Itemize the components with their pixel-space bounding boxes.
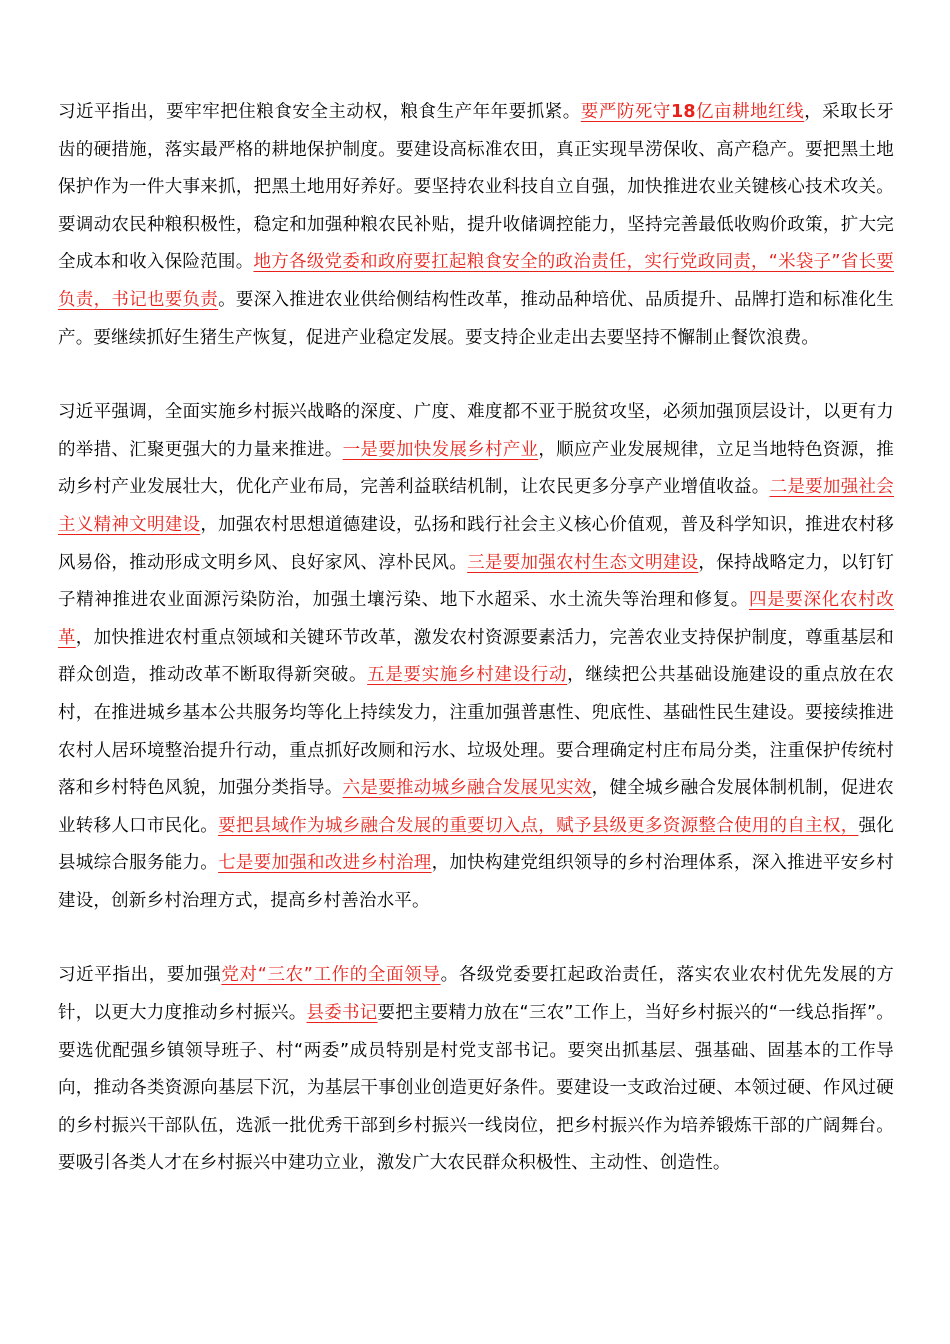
text-segment: 习近平指出，要牢牢把住粮食安全主动权，粮食生产年年要抓紧。 [58,102,581,122]
text-segment: ，顺应产业发展规律，立足当地特色资源，推动乡村产业发展壮大，优化产业布局，完善利益联结机制，让农民更多分享产业增值收益。 [58,439,895,498]
highlighted-text: 七是要加强和改进乡村治理 [218,853,432,874]
highlighted-text: 县委书记 [306,1003,378,1024]
highlighted-text: 二是要加强社会主义精神文明建设 [58,477,894,535]
highlighted-text: 要严防死守 [580,102,671,122]
text-segment: 习近平强调，全面实施乡村振兴战略的深度、广度、难度都不亚于脱贫攻坚，必须加强顶层设计，以更有力的举措、汇聚更强大的力量来推进。 [58,402,894,460]
paragraph-rural-revitalization [58,394,894,920]
text-segment: ，保持战略定力，以钉钉子精神推进农业面源污染防治，加强土壤污染、地下水超采、水土流失等治理和修复。 [58,552,894,611]
text-segment: ，继续把公共基础设施建设的重点放在农村，在推进城乡基本公共服务均等化上持续发力，注重加强普惠性、兜底性、基础性民生建设。要接续推进农村人居环境整治提升行动，重点抓好改厕和污水、垃圾处理。要合理确定村庄布局分类，注重保护传统村落和乡村特色风貌，加强分类指导。 [58,665,894,799]
text-segment: 。各级党委要扛起政治责任，落实农业农村优先发展的方针，以更大力度推动乡村振兴。 [58,965,894,1024]
text-segment: ，健全城乡融合发展体制机制，促进农业转移人口市民化。 [58,778,894,836]
highlighted-text: 地方各级党委和政府要扛起粮食安全的政治责任，实行党政同责，“米袋子”省长要负责，书记也要负责 [58,252,894,310]
document-body [58,94,894,1183]
text-segment: 。要深入推进农业供给侧结构性改革，推动品种培优、品质提升、品牌打造和标准化生产。要继续抓好生猪生产恢复，促进产业稳定发展。要支持企业走出去要坚持不懈制止餐饮浪费。 [58,289,894,348]
text-segment: ，加快推进农村重点领域和关键环节改革，激发农村资源要素活力，完善农业支持保护制度，尊重基层和群众创造，推动改革不断取得新突破。 [58,627,894,686]
paragraph-party-leadership [58,957,894,1183]
text-segment: ，采取长牙齿的硬措施，落实最严格的耕地保护制度。要建设高标准农田，真正实现旱涝保收、高产稳产。要把黑土地保护作为一件大事来抓，把黑土地用好养好。要坚持农业科技自立自强，加快推进农业关键核心技术攻关。要调动农民种粮积极性，稳定和加强种粮农民补贴，提升收储调控能力，坚持完善最低收购价政策，扩大完全成本和收入保险范围。 [58,102,895,273]
text-segment: 要把主要精力放在“三农”工作上，当好乡村振兴的“一线总指挥”。要选优配强乡镇领导班子、村“两委”成员特别是村党支部书记。要突出抓基层、强基础、固基本的工作导向，推动各类资源向基层下沉，为基层干事创业创造更好条件。要建设一支政治过硬、本领过硬、作风过硬的乡村振兴干部队伍，选派一批优秀干部到乡村振兴一线岗位，把乡村振兴作为培养锻炼干部的广阔舞台。要吸引各类人才在乡村振兴中建功立业，激发广大农民群众积极性、主动性、创造性。 [58,1003,894,1174]
text-segment: 强化县城综合服务能力。 [58,815,894,874]
highlighted-text: 要把县域作为城乡融合发展的重要切入点，赋予县级更多资源整合使用的自主权， [218,815,859,836]
text-segment: ，加快构建党组织领导的乡村治理体系，深入推进平安乡村建设，创新乡村治理方式，提高乡村善治水平。 [58,853,894,911]
paragraph-spacer [58,920,894,957]
text-segment: 习近平指出，要加强 [58,965,222,986]
paragraph-spacer [58,357,894,394]
highlighted-text: 五是要实施乡村建设行动 [367,665,568,686]
highlighted-text: 党对“三农”工作的全面领导 [221,965,441,986]
highlighted-text: 亿亩耕地红线 [695,102,805,122]
highlighted-text: 三是要加强农村生态文明建设 [467,552,699,573]
highlighted-text: 六是要推动城乡融合发展见实效 [342,778,592,799]
highlighted-number: 18 [670,102,696,122]
text-segment: ，加强农村思想道德建设，弘扬和践行社会主义核心价值观，普及科学知识，推进农村移风易俗，推动形成文明乡风、良好家风、淳朴民风。 [58,514,894,573]
highlighted-text: 四是要深化农村改革 [58,590,894,648]
paragraph-food-security [58,94,894,357]
highlighted-text: 一是要加快发展乡村产业 [342,439,539,460]
